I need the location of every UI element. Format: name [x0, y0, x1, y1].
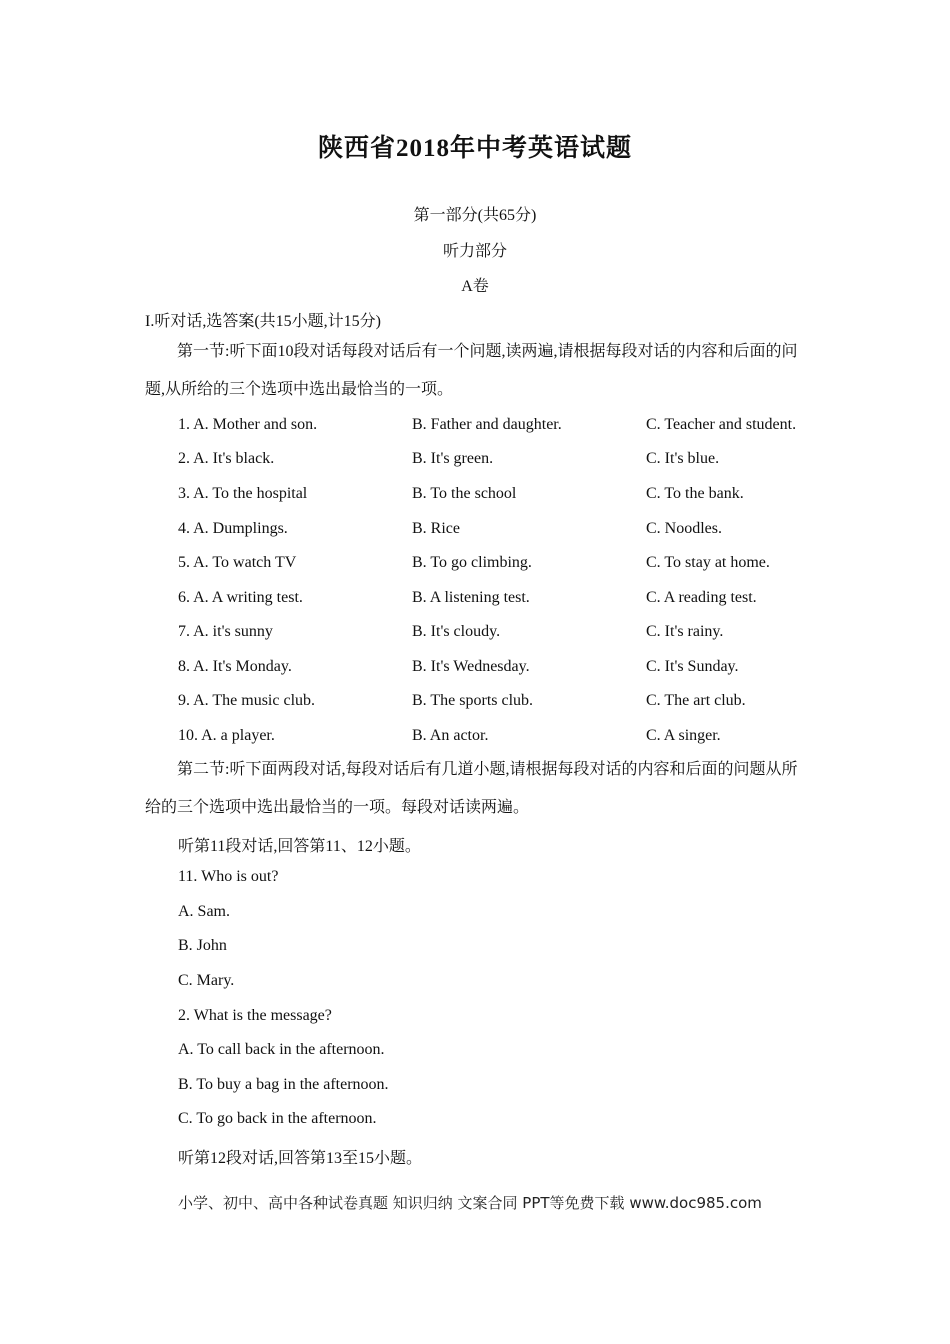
- q1-option-b: B. Father and daughter.: [412, 416, 562, 433]
- q9-option-b: B. The sports club.: [412, 692, 534, 709]
- q10-option-a: 10. A. a player.: [178, 727, 275, 744]
- section1-instructions-text: 第一节:听下面10段对话每段对话后有一个问题,读两遍,请根据每段对话的内容和后面的问题,从所给的三个选项中选出最恰当的一项。: [145, 343, 798, 398]
- q8-option-b: B. It's Wednesday.: [412, 658, 530, 675]
- q4-option-b: B. Rice: [412, 520, 460, 537]
- q4-option-a: 4. A. Dumplings.: [178, 520, 288, 537]
- q5-option-c: C. To stay at home.: [646, 554, 770, 571]
- q8-option-a: 8. A. It's Monday.: [178, 658, 292, 675]
- section2-instructions: [145, 751, 810, 827]
- q11-option-a: A. Sam.: [178, 903, 230, 920]
- q1-option-a: 1. A. Mother and son.: [178, 416, 318, 433]
- section2-instructions-text: 第二节:听下面两段对话,每段对话后有几道小题,请根据每段对话的内容和后面的问题从所给的三个选项中选出最恰当的一项。每段对话读两遍。: [145, 761, 798, 816]
- q2-option-a: 2. A. It's black.: [178, 450, 275, 467]
- q3-option-a: 3. A. To the hospital: [178, 485, 308, 502]
- q3-option-c: C. To the bank.: [646, 485, 744, 502]
- volume-heading: A卷: [461, 278, 489, 295]
- q7-option-a: 7. A. it's sunny: [178, 623, 273, 640]
- part-heading: 第一部分(共65分): [413, 207, 537, 224]
- q2-option-c: C. It's blue.: [646, 450, 720, 467]
- q5-option-a: 5. A. To watch TV: [178, 554, 297, 571]
- q12-prompt: 2. What is the message?: [178, 1007, 332, 1024]
- q8-option-c: C. It's Sunday.: [646, 658, 739, 675]
- q10-option-b: B. An actor.: [412, 727, 489, 744]
- q10-option-c: C. A singer.: [646, 727, 721, 744]
- q7-option-b: B. It's cloudy.: [412, 623, 501, 640]
- q11-option-b: B. John: [178, 937, 227, 954]
- q12-option-b: B. To buy a bag in the afternoon.: [178, 1076, 389, 1093]
- footer-note: 小学、初中、高中各种试卷真题 知识归纳 文案合同 PPT等免费下载 www.doc985.com: [178, 1194, 762, 1212]
- dialog12-instruction: 听第12段对话,回答第13至15小题。: [178, 1150, 423, 1167]
- q7-option-c: C. It's rainy.: [646, 623, 724, 640]
- dialog11-instruction: 听第11段对话,回答第11、12小题。: [178, 838, 421, 855]
- q12-option-c: C. To go back in the afternoon.: [178, 1110, 377, 1127]
- q11-prompt: 11. Who is out?: [178, 868, 279, 885]
- q9-option-c: C. The art club.: [646, 692, 746, 709]
- q4-option-c: C. Noodles.: [646, 520, 722, 537]
- q11-option-c: C. Mary.: [178, 972, 235, 989]
- q6-option-c: C. A reading test.: [646, 589, 757, 606]
- document-title: 陕西省2018年中考英语试题: [317, 135, 632, 162]
- q2-option-b: B. It's green.: [412, 450, 494, 467]
- q6-option-a: 6. A. A writing test.: [178, 589, 303, 606]
- section-heading: 听力部分: [442, 243, 507, 260]
- q12-option-a: A. To call back in the afternoon.: [178, 1041, 385, 1058]
- q9-option-a: 9. A. The music club.: [178, 692, 316, 709]
- q5-option-b: B. To go climbing.: [412, 554, 532, 571]
- q1-option-c: C. Teacher and student.: [646, 416, 797, 433]
- section1-instructions: [145, 333, 810, 409]
- question-group-heading: I.听对话,选答案(共15小题,计15分): [145, 313, 381, 330]
- q6-option-b: B. A listening test.: [412, 589, 530, 606]
- q3-option-b: B. To the school: [412, 485, 517, 502]
